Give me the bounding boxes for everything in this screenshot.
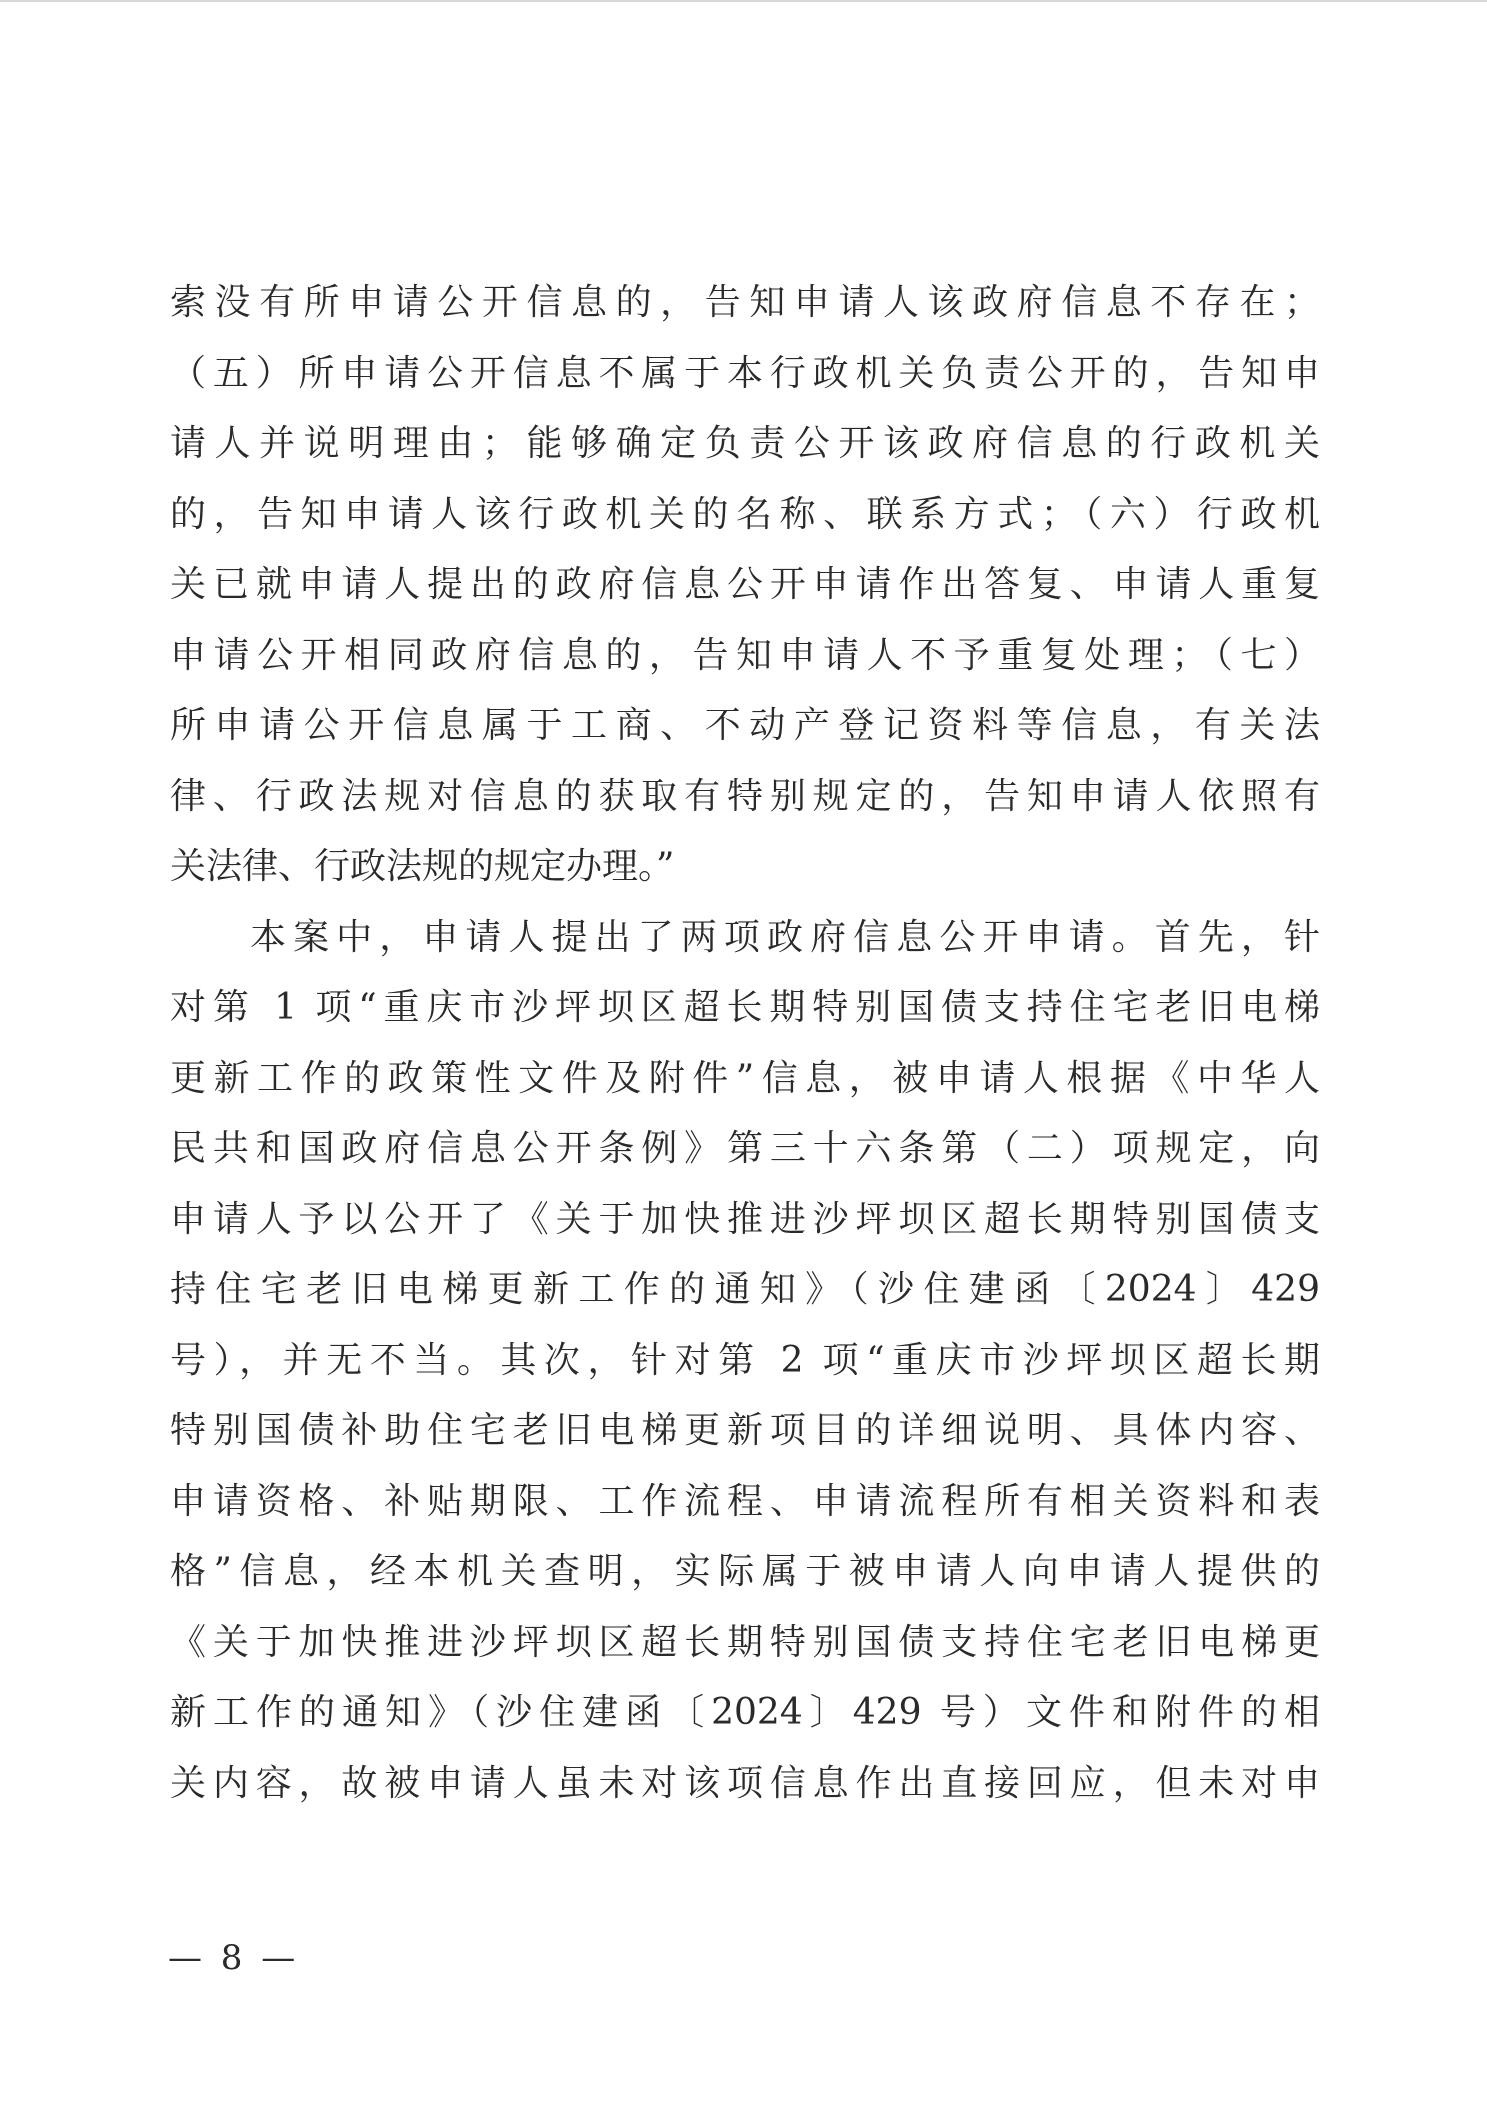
text-line: 特别国债补助住宅老旧电梯更新项目的详细说明、具体内容、 <box>170 1410 1320 1451</box>
text-line: 申请资格、补贴期限、工作流程、申请流程所有相关资料和表 <box>170 1480 1320 1522</box>
text-line: 申请公开相同政府信息的，告知申请人不予重复处理；（七） <box>170 634 1320 676</box>
document-body <box>170 268 1320 1819</box>
text-line: 请人并说明理由；能够确定负责公开该政府信息的行政机关 <box>170 423 1320 464</box>
text-line: 《关于加快推进沙坪坝区超长期特别国债支持住宅老旧电梯更 <box>170 1621 1320 1663</box>
text-line: 更新工作的政策性文件及附件”信息，被申请人根据《中华人 <box>170 1057 1320 1099</box>
text-line: 持住宅老旧电梯更新工作的通知》（沙住建函〔2024〕429 <box>170 1269 1320 1310</box>
text-line: 格”信息，经本机关查明，实际属于被申请人向申请人提供的 <box>170 1551 1320 1592</box>
text-line: 所申请公开信息属于工商、不动产登记资料等信息，有关法 <box>170 705 1320 746</box>
text-line-paragraph-end: 关法律、行政法规的规定办理。” <box>170 846 675 887</box>
text-line: 的，告知申请人该行政机关的名称、联系方式；（六）行政机 <box>170 493 1320 535</box>
text-line: （五）所申请公开信息不属于本行政机关负责公开的，告知申 <box>170 352 1320 394</box>
text-line: 关已就申请人提出的政府信息公开申请作出答复、申请人重复 <box>170 564 1320 605</box>
text-line: 索没有所申请公开信息的，告知申请人该政府信息不存在； <box>170 282 1320 323</box>
text-line: 关内容，故被申请人虽未对该项信息作出直接回应，但未对申 <box>170 1762 1320 1804</box>
text-line: 律、行政法规对信息的获取有特别规定的，告知申请人依照有 <box>170 775 1320 817</box>
text-line-paragraph-start: 本案中，申请人提出了两项政府信息公开申请。首先，针 <box>250 916 1320 958</box>
text-line: 对第 1 项“重庆市沙坪坝区超长期特别国债支持住宅老旧电梯 <box>170 987 1320 1028</box>
scan-top-edge <box>0 0 1487 2</box>
page-number: — 8 — <box>168 1938 300 1978</box>
text-line: 号），并无不当。其次，针对第 2 项“重庆市沙坪坝区超长期 <box>170 1339 1320 1381</box>
text-line: 新工作的通知》（沙住建函〔2024〕429 号）文件和附件的相 <box>170 1692 1320 1733</box>
text-line: 民共和国政府信息公开条例》第三十六条第（二）项规定，向 <box>170 1128 1320 1169</box>
text-line: 申请人予以公开了《关于加快推进沙坪坝区超长期特别国债支 <box>170 1198 1320 1240</box>
